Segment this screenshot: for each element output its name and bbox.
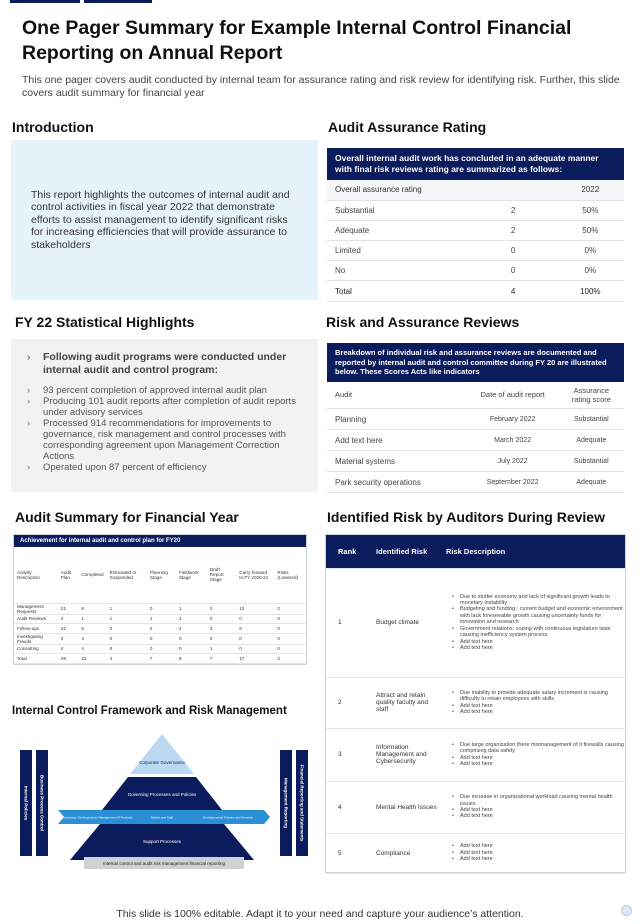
table-row: [326, 781, 625, 833]
list-item: • Add text here: [460, 813, 625, 819]
table-row: [326, 677, 625, 728]
risk-description: [438, 728, 625, 781]
risk-rank: 4: [326, 781, 364, 833]
table-cell: 0: [147, 603, 176, 614]
risk-rank: 5: [326, 833, 364, 873]
table-cell: 4: [78, 633, 106, 644]
table-header-row: [326, 535, 625, 568]
list-item: • Due increase in organizational workload causing mental health issues: [460, 794, 625, 807]
list-item: › Producing 101 audit reports after completion of audit reports under advisory services: [25, 396, 304, 418]
risk-rank: 3: [326, 728, 364, 781]
table-cell: 2: [274, 654, 306, 664]
framework-diagram: [18, 730, 308, 880]
table-cell: Adequate: [559, 472, 624, 493]
table-cell: Audit Reviews: [14, 614, 58, 624]
risk-name: Compliance: [364, 833, 438, 873]
arrow-left-label: Intrusting, Developmental Management Of Products: [63, 815, 133, 820]
table-cell: 0: [107, 644, 147, 654]
table-cell: 2: [58, 633, 79, 644]
risk-reviews-panel: [327, 343, 624, 493]
table-cell: 0: [236, 644, 274, 654]
table-cell: Total: [14, 654, 58, 664]
right-bar-financial-reporting: Financial Reporting and Statements: [296, 750, 308, 856]
list-item: • Add text here: [460, 645, 625, 651]
arrow-right-label: Developmental Solution and Services: [203, 815, 253, 820]
table-cell: 0: [470, 261, 557, 281]
table-cell: 0: [236, 633, 274, 644]
list-item: • Add text here: [460, 856, 625, 862]
table-cell: 1: [176, 614, 207, 624]
table-cell: 22: [78, 654, 106, 664]
footer-note: This slide is 100% editable. Adapt it to your need and capture your audience’s attention.: [116, 908, 524, 920]
pyramid-graphic: [18, 730, 308, 880]
list-item: • Due inability to provide adequate salary increment is causing difficulty to retain employees with skills: [460, 690, 625, 703]
risk-name: Budget climate: [364, 568, 438, 677]
table-cell: 1: [176, 603, 207, 614]
table-cell: 2: [470, 200, 557, 220]
table-row: [326, 833, 625, 873]
assurance-rating-banner: Overall internal audit work has concluded in an adequate manner with final risk reviews rating are summarized as follows:: [327, 148, 624, 180]
table-header-row: [14, 547, 306, 603]
assurance-rating-table: [327, 180, 624, 302]
table-row: [14, 644, 306, 654]
table-cell: 49: [58, 654, 79, 664]
table-cell: 7: [207, 654, 236, 664]
list-item: • Due large organization there mismanagement of it firewalls causing comprising data safety: [460, 742, 625, 755]
table-header-row: [327, 180, 624, 200]
risk-reviews-table: [327, 382, 624, 494]
table-row: [327, 220, 624, 240]
page-subtitle: This one pager covers audit conducted by internal team for assurance rating and risk review for identifying risk. Further, this slide covers audit summary for financial year: [22, 74, 620, 99]
table-header-cell: Risk Description: [438, 535, 625, 568]
table-row: [14, 633, 306, 644]
table-row: [327, 200, 624, 220]
table-cell: 2: [207, 603, 236, 614]
highlights-heading: FY 22 Statistical Highlights: [15, 314, 195, 330]
table-header-cell: Activity Description: [14, 547, 58, 603]
table-cell: 22: [58, 624, 79, 634]
table-header-cell: Rank: [326, 535, 364, 568]
right-bar-management-reporting: Management Reporting: [280, 750, 292, 856]
list-item: › 93 percent completion of approved internal audit plan: [25, 385, 304, 396]
base-label: Internal control and audit risk management financial reporting: [102, 861, 226, 866]
table-cell: 2: [147, 624, 176, 634]
framework-heading: Internal Control Framework and Risk Management: [12, 705, 287, 717]
table-cell: 0: [470, 241, 557, 261]
table-cell: 1: [107, 603, 147, 614]
table-row: [327, 430, 624, 451]
table-header-cell: Assurance rating score: [559, 382, 624, 409]
table-cell: Follow-ups: [14, 624, 58, 634]
table-header-cell: Risks (Lowered): [274, 547, 306, 603]
table-row: [327, 409, 624, 430]
table-cell: 8: [78, 603, 106, 614]
left-bar-business-process: Business Process Control: [36, 750, 48, 856]
table-cell: 6: [236, 624, 274, 634]
introduction-box: [11, 140, 318, 300]
table-cell: 17: [236, 654, 274, 664]
tier-mid-label: Governing Processes and Policies: [127, 792, 197, 797]
risk-name: Information Management and Cybersecurity: [364, 728, 438, 781]
table-header-cell: Carry forward to FY 2020-21: [236, 547, 274, 603]
list-item: • Add text here: [460, 709, 625, 715]
risk-name: Mental Health Issues: [364, 781, 438, 833]
table-cell: Add text here: [327, 430, 467, 451]
table-cell: Substantial: [327, 200, 470, 220]
table-header-cell: Completed: [78, 547, 106, 603]
table-cell: 0: [147, 633, 176, 644]
list-item: • Add text here: [460, 703, 625, 709]
highlights-list: [25, 385, 304, 473]
table-header-cell: Eliminated or Suspended: [107, 547, 147, 603]
table-row: [327, 472, 624, 493]
table-cell: 0: [274, 644, 306, 654]
page-indicator-dot: [621, 905, 632, 916]
list-item: • Due to stutter economy and lack of significant growth leads to monetary instability: [460, 594, 625, 607]
list-item: • Budgeting and funding : current budget and economic environment with lack foreseeable growth causing uncertainty funds for innovation and research: [460, 606, 625, 625]
list-item: • Add text here: [460, 639, 625, 645]
table-cell: March 2022: [467, 430, 559, 451]
table-cell: 6: [78, 624, 106, 634]
table-cell: 1: [107, 614, 147, 624]
table-cell: Substantial: [559, 409, 624, 430]
table-cell: 1: [78, 614, 106, 624]
table-cell: 4: [58, 614, 79, 624]
table-cell: 0: [274, 614, 306, 624]
table-cell: 10: [236, 603, 274, 614]
table-cell: 50%: [557, 200, 624, 220]
table-cell: 4: [107, 654, 147, 664]
table-total-row: [327, 281, 624, 301]
left-bar-internal-policies: Internal Policies: [20, 750, 32, 856]
highlights-box: [11, 339, 318, 492]
table-header-cell: Identified Risk: [364, 535, 438, 568]
table-cell: 4: [176, 624, 207, 634]
table-cell: 2: [470, 220, 557, 240]
table-cell: September 2022: [467, 472, 559, 493]
risk-description: [438, 568, 625, 677]
table-cell: 4: [78, 644, 106, 654]
audit-summary-table: [14, 547, 306, 664]
list-item: › Operated upon 87 percent of efficiency: [25, 462, 304, 473]
table-row: [14, 624, 306, 634]
risk-description: [438, 677, 625, 728]
table-cell: Investigating Frauds: [14, 633, 58, 644]
risk-name: Attract and retain quality faculty and staff: [364, 677, 438, 728]
table-cell: Planning: [327, 409, 467, 430]
table-cell: February 2022: [467, 409, 559, 430]
identified-risk-heading: Identified Risk by Auditors During Review: [327, 509, 605, 525]
table-cell: 7: [147, 654, 176, 664]
risk-rank: 1: [326, 568, 364, 677]
table-cell: Park security operations: [327, 472, 467, 493]
table-cell: 0: [274, 624, 306, 634]
list-item: • Add text here: [460, 761, 625, 767]
table-cell: 0: [107, 624, 147, 634]
list-item: • Add text here: [460, 850, 625, 856]
identified-risk-panel: [325, 534, 626, 873]
table-row: [326, 728, 625, 781]
table-cell: July 2022: [467, 451, 559, 472]
table-cell: 100%: [557, 281, 624, 301]
page-title: One Pager Summary for Example Internal Control Financial Reporting on Annual Report: [22, 17, 572, 64]
table-cell: 21: [58, 603, 79, 614]
table-row: [327, 451, 624, 472]
list-item: • Add text here: [460, 755, 625, 761]
table-cell: 0: [107, 633, 147, 644]
pyramid-top-tier: [130, 734, 194, 774]
table-cell: Management Requests: [14, 603, 58, 614]
table-row: [327, 241, 624, 261]
table-cell: Adequate: [559, 430, 624, 451]
table-cell: Limited: [327, 241, 470, 261]
arrow-mid-label: Market and Staff: [151, 815, 173, 820]
table-header-cell: Audit Plan: [58, 547, 79, 603]
table-cell: Substantial: [559, 451, 624, 472]
introduction-text: This report highlights the outcomes of internal audit and control activities in fiscal year 2022 that demonstrate efforts to assist management to identify significant risks for increasing efficiencies that will provide assurance to stakeholders: [31, 188, 290, 251]
table-cell: 4: [58, 644, 79, 654]
table-cell: 1: [207, 644, 236, 654]
table-cell: 1: [147, 614, 176, 624]
risk-reviews-banner: Breakdown of individual risk and assurance reviews are documented and reported by internal audit and control committee during FY 20 are illustrated below. These Scores Acts like indicators: [327, 343, 624, 382]
table-header-cell: Audit: [327, 382, 467, 409]
table-cell: Material systems: [327, 451, 467, 472]
tier-bottom-label: Support Processes: [142, 839, 182, 844]
table-header-cell: Planning Stage: [147, 547, 176, 603]
table-header-cell: 2022: [557, 180, 624, 200]
table-row: [14, 614, 306, 624]
table-cell: 0: [207, 633, 236, 644]
list-item: • Government relations: coping with continuous legislature laws causing inefficiency system process: [460, 626, 625, 639]
risk-description: [438, 781, 625, 833]
highlights-lead: › Following audit programs were conducted under internal audit and control program:: [25, 351, 304, 377]
table-cell: 0: [274, 633, 306, 644]
audit-summary-heading: Audit Summary for Financial Year: [15, 509, 239, 525]
table-cell: Consulting: [14, 644, 58, 654]
table-cell: 2: [274, 603, 306, 614]
table-cell: 0: [176, 633, 207, 644]
table-cell: Total: [327, 281, 470, 301]
identified-risk-table: [326, 535, 625, 874]
table-cell: 50%: [557, 220, 624, 240]
assurance-rating-panel: [327, 148, 624, 302]
table-cell: 0: [236, 614, 274, 624]
table-row: [14, 603, 306, 614]
tier-top-label: Corporate Governance: [139, 760, 185, 765]
table-header-cell: Date of audit report: [467, 382, 559, 409]
table-cell: 3: [207, 624, 236, 634]
risk-reviews-heading: Risk and Assurance Reviews: [326, 314, 520, 330]
audit-summary-banner: Achievement for internal audit and control plan for FY20: [14, 535, 306, 547]
table-cell: 0%: [557, 241, 624, 261]
table-cell: 8: [176, 654, 207, 664]
list-item: • Add text here: [460, 807, 625, 813]
table-row: [327, 261, 624, 281]
risk-description: [438, 833, 625, 873]
table-cell: 0: [176, 644, 207, 654]
table-header-cell: Fieldwork Stage: [176, 547, 207, 603]
table-cell: Adequate: [327, 220, 470, 240]
table-header-cell: Draft Report Stage: [207, 547, 236, 603]
table-cell: 0: [207, 614, 236, 624]
table-cell: 4: [470, 281, 557, 301]
risk-rank: 2: [326, 677, 364, 728]
table-row: [326, 568, 625, 677]
table-cell: 0: [147, 644, 176, 654]
assurance-rating-heading: Audit Assurance Rating: [328, 119, 487, 135]
list-item: • Add text here: [460, 843, 625, 849]
table-total-row: [14, 654, 306, 664]
audit-summary-panel: [13, 534, 307, 665]
table-cell: 0%: [557, 261, 624, 281]
table-header-cell: Overall assurance rating: [327, 180, 557, 200]
table-header-row: [327, 382, 624, 409]
table-cell: No: [327, 261, 470, 281]
introduction-heading: Introduction: [12, 119, 94, 135]
list-item: › Processed 914 recommendations for improvements to governance, risk management and control processes with corresponding agreement upon Management Correction Actions: [25, 418, 304, 462]
